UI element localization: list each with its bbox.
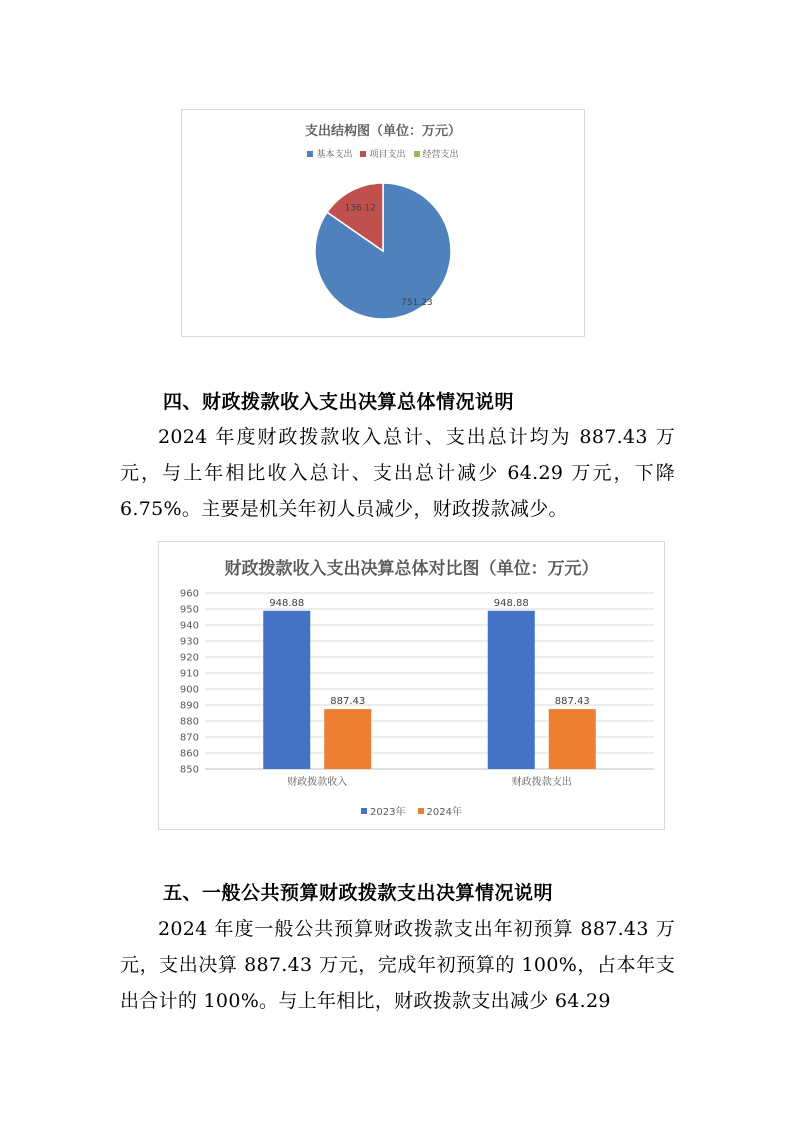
bar-2024-expense [549, 709, 596, 769]
y-tick-label: 910 [179, 668, 199, 680]
x-category-label: 财政拨款支出 [511, 777, 572, 788]
bar-legend-item-2024 [418, 803, 462, 818]
bar-legend-item-2023 [361, 803, 405, 818]
pie-plot [182, 110, 584, 336]
section-4-heading: 四、财政拨款收入支出决算总体情况说明 [163, 391, 515, 413]
legend-label: 2024年 [426, 807, 462, 818]
bar-2023-expense [488, 611, 535, 769]
pie-data-label: 751.23 [401, 298, 433, 309]
y-tick-label: 860 [179, 748, 199, 760]
legend-label: 经营支出 [422, 150, 459, 160]
bar-chart-legend [159, 803, 664, 818]
y-tick-label: 880 [179, 716, 199, 728]
bar-data-label: 887.43 [554, 696, 590, 708]
y-tick-label: 930 [179, 636, 199, 648]
pie-data-label: 136.12 [344, 203, 377, 214]
y-tick-label: 900 [179, 684, 199, 696]
legend-swatch [418, 808, 424, 814]
bar-chart-title: 财政拨款收入支出决算总体对比图（单位：万元） [224, 559, 599, 579]
bar-chart [158, 541, 665, 830]
y-tick-label: 920 [179, 652, 199, 664]
bar-plot [159, 542, 664, 829]
y-tick-label: 960 [179, 588, 199, 600]
bar-2024-income [324, 709, 371, 769]
x-category-label: 财政拨款收入 [287, 777, 348, 788]
legend-label: 2023年 [370, 807, 406, 818]
bar-data-label: 948.88 [269, 597, 305, 609]
section-4-paragraph: 2024 年度财政拨款收入总计、支出总计均为 887.43 万元，与上年相比收入总计、支出总计减少 64.29 万元，下降 6.75%。主要是机关年初人员减少，财政拨款减少。 [120, 426, 675, 520]
legend-label: 项目支出 [369, 150, 406, 160]
y-tick-label: 890 [179, 700, 199, 712]
bar-data-label: 887.43 [330, 696, 366, 708]
legend-label: 基本支出 [316, 150, 353, 160]
bar-2023-income [263, 611, 310, 769]
pie-chart-title: 支出结构图（单位：万元） [304, 124, 461, 139]
y-tick-label: 940 [179, 620, 199, 632]
y-tick-label: 870 [179, 732, 199, 744]
y-tick-label: 950 [179, 604, 199, 616]
legend-swatch [361, 808, 367, 814]
pie-chart [181, 109, 585, 337]
y-tick-label: 850 [179, 764, 199, 776]
bar-data-label: 948.88 [493, 597, 529, 609]
section-5-heading: 五、一般公共预算财政拨款支出决算情况说明 [163, 882, 554, 904]
section-5-paragraph: 2024 年度一般公共预算财政拨款支出年初预算 887.43 万元，支出决算 887.43 万元，完成年初预算的 100%，占本年支出合计的 100%。与上年相比，财政拨款支出减少 64.29 [120, 918, 675, 1012]
